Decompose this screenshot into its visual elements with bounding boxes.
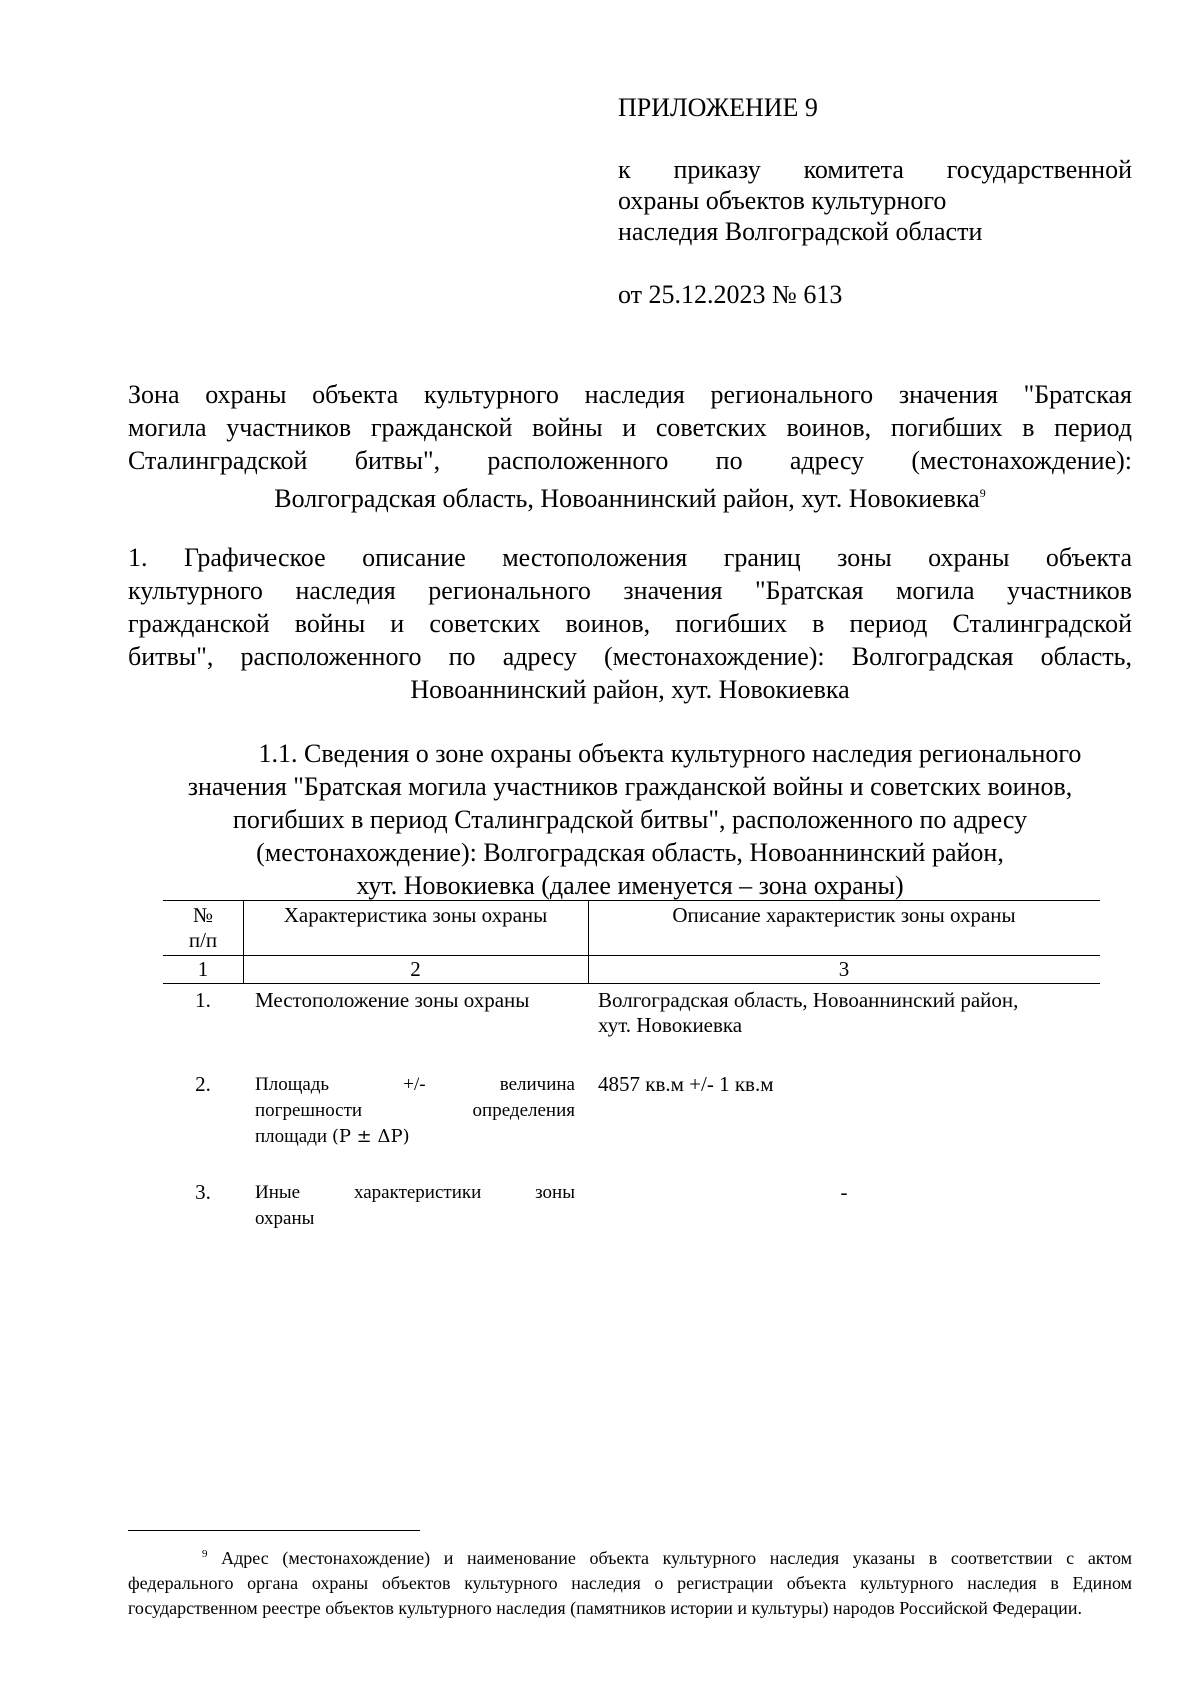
row-3-char-line	[255, 1180, 575, 1206]
colnum-1: 1	[197, 957, 209, 981]
section-1-1-line: значения "Братская могила участников гражданской войны и советских воинов,	[187, 772, 1073, 801]
row-2-char-word: величина	[499, 1074, 575, 1095]
section-1-1-line: хут. Новокиевка (далее именуется – зона охраны)	[356, 871, 904, 900]
header-characteristic: Характеристика зоны охраны	[283, 903, 548, 927]
row-3-char-word: характеристики	[353, 1182, 482, 1203]
section-1-1-heading	[128, 737, 1132, 902]
section-1-line: 1. Графическое описание местоположения границ зоны охраны объекта	[128, 543, 1132, 572]
row-3-char-word: Иные	[255, 1182, 301, 1203]
row-1-number: 1.	[195, 988, 211, 1012]
section-1-line: Новоаннинский район, хут. Новокиевка	[410, 675, 850, 704]
row-3-description: -	[840, 1180, 848, 1204]
row-3-number: 3.	[195, 1180, 211, 1204]
colnum-3: 3	[838, 957, 850, 981]
row-1-description	[598, 988, 1098, 1038]
row-2-char-line	[255, 1098, 575, 1124]
zone-title-line: Зона охраны объекта культурного наследия регионального значения "Братская	[128, 380, 1132, 409]
footnote-separator	[128, 1530, 420, 1531]
footnote-text: Адрес (местонахождение) и наименование объекта культурного наследия указаны в соответствии с актом федерального органа охраны объектов культурного наследия о регистрации объекта культурного наследия в Едином государственном реестре объектов культурного наследия (памятников истории и культуры) народов Российской Федерации.	[128, 1548, 1132, 1618]
zone-title-address: Волгоградская область, Новоаннинский район, хут. Новокиевка	[274, 484, 980, 513]
row-1-characteristic: Местоположение зоны охраны	[255, 988, 530, 1012]
row-2-char-line	[255, 1124, 575, 1150]
section-1-line: гражданской войны и советских воинов, погибших в период Сталинградской	[128, 609, 1132, 638]
row-2-characteristic	[255, 1072, 575, 1150]
order-line-2: охраны объектов культурного	[618, 186, 947, 215]
section-1-line: битвы", расположенного по адресу (местонахождение): Волгоградская область,	[128, 642, 1132, 671]
row-2-char-area: площади	[255, 1126, 328, 1147]
section-1-heading	[128, 541, 1132, 706]
table-header-border	[163, 955, 1100, 956]
order-line-1	[618, 155, 1132, 185]
row-2-description: 4857 кв.м +/- 1 кв.м	[598, 1072, 774, 1096]
row-2-char-line	[255, 1072, 575, 1098]
appendix-title: ПРИЛОЖЕНИЕ 9	[618, 93, 818, 122]
row-2-char-word: определения	[472, 1100, 575, 1121]
section-1-line: культурного наследия регионального значения "Братская могила участников	[128, 576, 1132, 605]
row-2-char-word: +/-	[403, 1074, 426, 1095]
row-1-description-line: хут. Новокиевка	[598, 1013, 743, 1037]
row-2-char-word: погрешности	[255, 1100, 363, 1121]
section-1-1-line: (местонахождение): Волгоградская область, Новоаннинский район,	[256, 838, 1004, 867]
order-date: от 25.12.2023 № 613	[618, 280, 843, 309]
order-word: комитета	[803, 155, 904, 184]
order-word: приказу	[673, 155, 761, 184]
zone-title	[128, 378, 1132, 515]
footnote-ref: 9	[979, 486, 986, 500]
order-word: государственной	[946, 155, 1132, 184]
footnote-marker: 9	[202, 1548, 208, 1560]
row-3-char-line: охраны	[255, 1208, 315, 1229]
colnum-2: 2	[410, 957, 421, 981]
row-3-char-word: зоны	[535, 1182, 575, 1203]
footnote	[128, 1542, 1132, 1621]
row-2-number: 2.	[195, 1072, 211, 1096]
row-3-characteristic	[255, 1180, 575, 1232]
section-1-1-line: погибших в период Сталинградской битвы", расположенного по адресу	[232, 805, 1028, 834]
table-colnum-border	[163, 983, 1100, 984]
zone-title-line: Сталинградской битвы", расположенного по адресу (местонахождение):	[128, 446, 1132, 475]
section-1-1-line: 1.1. Сведения о зоне охраны объекта культурного наследия регионального	[258, 739, 1082, 768]
header-number-abbrev: п/п	[188, 928, 218, 952]
row-1-description-line: Волгоградская область, Новоаннинский район,	[598, 988, 1019, 1012]
zone-title-line: могила участников гражданской войны и советских воинов, погибших в период	[128, 413, 1132, 442]
area-formula: (P ± ΔP)	[331, 1126, 410, 1147]
table-top-border	[163, 900, 1100, 901]
zone-title-line	[128, 477, 1132, 515]
header-number	[163, 903, 243, 953]
header-description: Описание характеристик зоны охраны	[672, 903, 1016, 927]
row-2-char-word: Площадь	[255, 1074, 330, 1095]
order-line-3: наследия Волгоградской области	[618, 217, 983, 246]
header-number-symbol: №	[192, 903, 214, 927]
order-word: к	[618, 155, 631, 184]
